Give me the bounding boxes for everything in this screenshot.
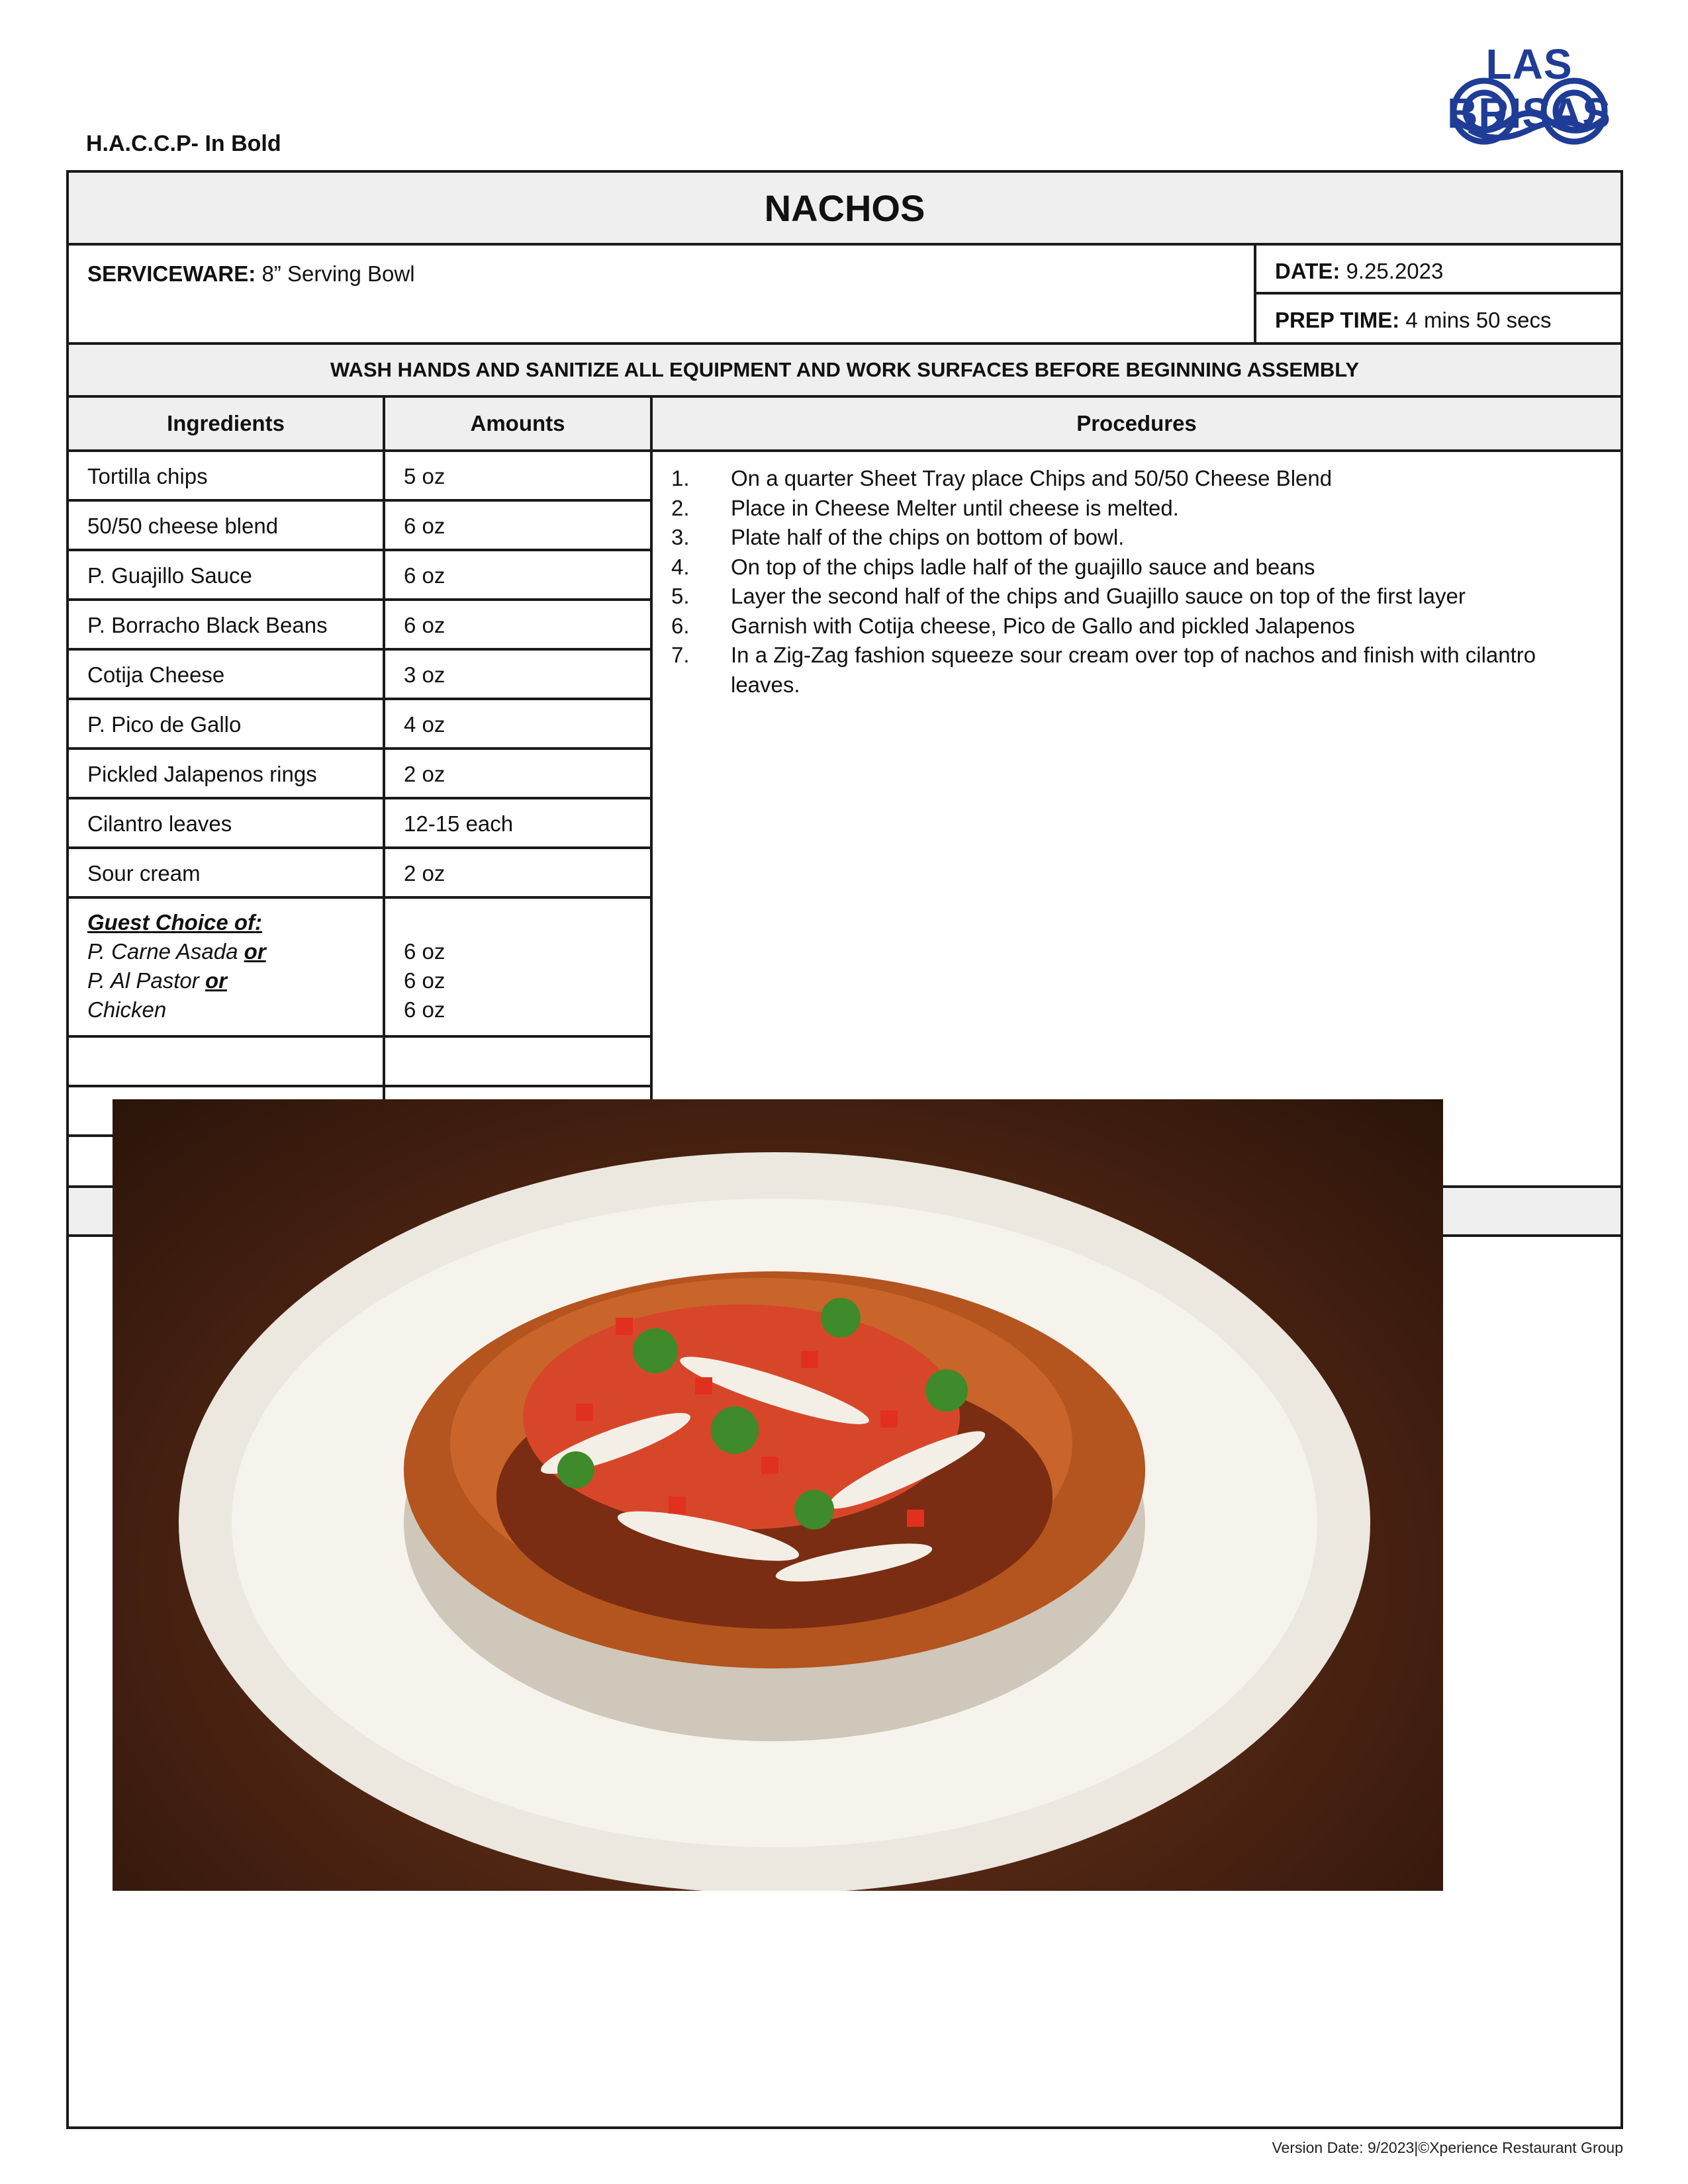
date-cell — [1256, 246, 1620, 295]
ingredient-amount: 6 oz — [404, 514, 445, 538]
procedures-column — [650, 452, 1620, 1185]
logo-text: LAS BRISAS — [1447, 40, 1611, 137]
procedure-step: 6. Garnish with Cotija cheese, Pico de Gallo and pickled Jalapenos — [671, 613, 1355, 638]
guest-choice-amount: 6 oz — [404, 997, 445, 1022]
procedure-step: 3. Plate half of the chips on bottom of bowl. — [671, 525, 1125, 549]
guest-choice-row — [69, 899, 650, 1038]
haccp-note: H.A.C.C.P- In Bold — [86, 131, 281, 156]
guest-choice-amount: 6 oz — [404, 968, 445, 993]
empty-row — [69, 1038, 650, 1087]
ingredient-row — [69, 651, 650, 700]
version-footer: Version Date: 9/2023|©Xperience Restaurant Group — [1272, 2139, 1623, 2156]
wave-logo-icon — [1443, 74, 1615, 148]
procedure-step: 7. In a Zig-Zag fashion squeeze sour cream over top of nachos and finish with cilantro leaves. — [671, 643, 1536, 697]
ingredient-row — [69, 799, 650, 849]
date-label: DATE: — [1275, 259, 1340, 283]
serviceware-value: 8” Serving Bowl — [256, 261, 415, 286]
guest-choice-names — [87, 908, 266, 1024]
ingredient-name: Pickled Jalapenos rings — [87, 762, 317, 786]
ingredient-amount: 3 oz — [404, 662, 445, 687]
ingredient-amount: 6 oz — [404, 563, 445, 588]
ingredient-amount: 4 oz — [404, 712, 445, 737]
prep-time-value: 4 mins 50 secs — [1399, 308, 1552, 332]
ingredients-header: Ingredients — [167, 411, 285, 435]
date-value: 9.25.2023 — [1340, 259, 1444, 283]
ingredient-row — [69, 551, 650, 601]
guest-choice-option: P. Carne Asada or — [87, 939, 266, 964]
ingredient-row — [69, 502, 650, 551]
procedures-header: Procedures — [650, 398, 1620, 449]
ingredient-name: Sour cream — [87, 861, 201, 886]
guest-choice-amounts — [404, 937, 445, 1024]
prep-time-cell — [1256, 295, 1620, 342]
ingredient-name: Tortilla chips — [87, 464, 208, 488]
ingredient-row — [69, 700, 650, 750]
date-prep-column — [1254, 246, 1620, 342]
ingredient-name: Cilantro leaves — [87, 811, 232, 836]
amounts-header: Amounts — [383, 398, 650, 449]
guest-choice-option: Chicken — [87, 997, 167, 1022]
ingredient-amount: 5 oz — [404, 464, 445, 488]
ingredient-name: P. Borracho Black Beans — [87, 613, 328, 637]
serviceware-label: SERVICEWARE: — [87, 261, 256, 286]
guest-choice-option: P. Al Pastor or — [87, 968, 227, 993]
prep-time-label: PREP TIME: — [1275, 308, 1400, 332]
ingredient-name: 50/50 cheese blend — [87, 514, 279, 538]
ingredient-row — [69, 601, 650, 651]
procedures-list — [671, 464, 1605, 700]
ingredient-row — [69, 750, 650, 799]
procedure-step: 1. On a quarter Sheet Tray place Chips and 50/50 Cheese Blend — [671, 466, 1333, 490]
ingredient-amount: 2 oz — [404, 861, 445, 886]
procedure-step: 5. Layer the second half of the chips and Guajillo sauce on top of the first layer — [671, 584, 1466, 608]
ingredient-name: P. Pico de Gallo — [87, 712, 242, 737]
ingredient-row — [69, 849, 650, 899]
ingredient-name: Cotija Cheese — [87, 662, 225, 687]
ingredient-row — [69, 452, 650, 502]
ingredient-amount: 2 oz — [404, 762, 445, 786]
table-header — [69, 398, 1620, 452]
ingredient-amount: 6 oz — [404, 613, 445, 637]
nachos-plate-image — [113, 1099, 1443, 1891]
serviceware-row — [69, 246, 1620, 345]
ingredient-name: P. Guajillo Sauce — [87, 563, 252, 588]
recipe-title: NACHOS — [69, 173, 1620, 246]
serviceware — [87, 261, 415, 287]
guest-choice-amount: 6 oz — [404, 939, 445, 964]
nachos-photo — [113, 1099, 1443, 1891]
procedure-step: 4. On top of the chips ladle half of the guajillo sauce and beans — [671, 554, 1315, 579]
guest-choice-heading: Guest Choice of: — [87, 910, 263, 934]
ingredient-amount: 12-15 each — [404, 811, 514, 836]
recipe-body — [69, 452, 1620, 1188]
procedure-step: 2. Place in Cheese Melter until cheese is melted. — [671, 495, 1179, 520]
wash-notice: WASH HANDS AND SANITIZE ALL EQUIPMENT AND WORK SURFACES BEFORE BEGINNING ASSEMBLY — [69, 345, 1620, 398]
las-brisas-logo — [1430, 40, 1628, 152]
